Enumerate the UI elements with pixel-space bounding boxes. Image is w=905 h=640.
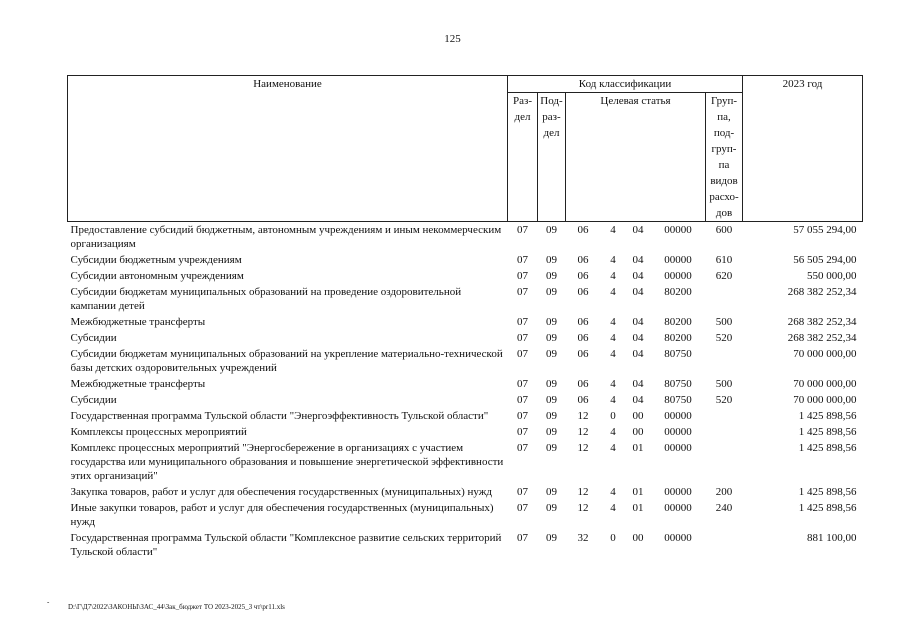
row-target-subprogram: 4 xyxy=(610,502,616,514)
row-podrazdel: 09 xyxy=(546,348,557,360)
table-row xyxy=(68,376,863,392)
row-razdel: 07 xyxy=(517,486,528,498)
row-sum-2023: 70 000 000,00 xyxy=(793,348,857,360)
row-target-event: 04 xyxy=(632,378,644,390)
row-target-event: 04 xyxy=(632,270,644,282)
row-target-event: 04 xyxy=(632,316,644,328)
row-razdel: 07 xyxy=(517,378,528,390)
row-target-program: 12 xyxy=(577,442,589,454)
row-podrazdel: 09 xyxy=(546,378,557,390)
row-target-subprogram: 4 xyxy=(610,378,616,390)
table-row xyxy=(68,284,863,314)
row-target-program: 12 xyxy=(577,502,589,514)
row-razdel: 07 xyxy=(517,426,528,438)
row-expense-group: 600 xyxy=(715,224,733,236)
row-podrazdel: 09 xyxy=(546,316,557,328)
row-name: Субсидии бюджетам муниципальных образований на проведение оздоровительной кампании детей xyxy=(70,286,462,312)
header-podrazdel: Под- раз- дел xyxy=(538,93,566,222)
row-razdel: 07 xyxy=(517,532,528,544)
row-expense-group xyxy=(706,424,743,440)
table-row xyxy=(68,408,863,424)
row-target-subprogram: 0 xyxy=(610,532,616,544)
row-target-program: 06 xyxy=(577,224,589,236)
row-podrazdel: 09 xyxy=(546,286,557,298)
row-target-direction: 80750 xyxy=(664,394,692,406)
header-group: Груп- па, под- груп- па видов расхо- дов xyxy=(706,93,743,222)
row-name: Субсидии бюджетным учреждениям xyxy=(70,254,242,266)
row-target-event: 01 xyxy=(632,486,644,498)
header-razdel: Раз- дел xyxy=(508,93,538,222)
row-target-subprogram: 0 xyxy=(610,410,616,422)
row-target-program: 06 xyxy=(577,254,589,266)
row-target-program: 06 xyxy=(577,394,589,406)
row-sum-2023: 881 100,00 xyxy=(807,532,857,544)
table-row xyxy=(68,440,863,484)
row-name: Межбюджетные трансферты xyxy=(70,316,206,328)
table-row xyxy=(68,346,863,376)
row-razdel: 07 xyxy=(517,442,528,454)
row-target-program: 06 xyxy=(577,332,589,344)
row-podrazdel: 09 xyxy=(546,502,557,514)
row-name: Иные закупки товаров, работ и услуг для обеспечения государственных (муниципальных) нужд xyxy=(70,502,494,528)
row-name: Межбюджетные трансферты xyxy=(70,378,206,390)
table-row xyxy=(68,424,863,440)
row-podrazdel: 09 xyxy=(546,442,557,454)
row-expense-group: 620 xyxy=(715,270,733,282)
row-podrazdel: 09 xyxy=(546,254,557,266)
table-row xyxy=(68,330,863,346)
row-sum-2023: 1 425 898,56 xyxy=(798,502,857,514)
row-target-program: 06 xyxy=(577,348,589,360)
row-target-event: 04 xyxy=(632,348,644,360)
row-sum-2023: 1 425 898,56 xyxy=(798,442,857,454)
row-razdel: 07 xyxy=(517,224,528,236)
row-podrazdel: 09 xyxy=(546,486,557,498)
row-name: Субсидии автономным учреждениям xyxy=(70,270,244,282)
row-target-subprogram: 4 xyxy=(610,316,616,328)
table-row xyxy=(68,314,863,330)
row-target-program: 12 xyxy=(577,410,589,422)
row-target-direction: 80750 xyxy=(664,378,692,390)
row-target-event: 01 xyxy=(632,502,644,514)
row-podrazdel: 09 xyxy=(546,270,557,282)
row-target-direction: 80200 xyxy=(664,316,692,328)
row-sum-2023: 550 000,00 xyxy=(807,270,857,282)
row-target-event: 00 xyxy=(632,532,644,544)
row-podrazdel: 09 xyxy=(546,224,557,236)
row-target-direction: 80200 xyxy=(664,286,692,298)
row-target-direction: 80750 xyxy=(664,348,692,360)
row-razdel: 07 xyxy=(517,502,528,514)
row-name: Закупка товаров, работ и услуг для обеспечения государственных (муниципальных) нужд xyxy=(70,486,492,498)
row-target-event: 00 xyxy=(632,426,644,438)
table-row xyxy=(68,222,863,253)
row-target-subprogram: 4 xyxy=(610,286,616,298)
table-row xyxy=(68,268,863,284)
row-razdel: 07 xyxy=(517,254,528,266)
row-target-event: 01 xyxy=(632,442,644,454)
row-razdel: 07 xyxy=(517,332,528,344)
row-expense-group xyxy=(706,408,743,424)
row-razdel: 07 xyxy=(517,270,528,282)
row-sum-2023: 268 382 252,34 xyxy=(787,316,857,328)
table-row xyxy=(68,252,863,268)
table-row xyxy=(68,500,863,530)
row-sum-2023: 70 000 000,00 xyxy=(793,378,857,390)
row-target-subprogram: 4 xyxy=(610,270,616,282)
row-target-program: 06 xyxy=(577,316,589,328)
row-razdel: 07 xyxy=(517,348,528,360)
row-expense-group xyxy=(706,346,743,376)
row-target-event: 00 xyxy=(632,410,644,422)
footer-file-path: D:\Г\Д7\2022\ЗАКОНЫ\ЗАС_44\Зак_бюджет ТО 2023-2025_3 чт\pr11.xls xyxy=(68,603,285,611)
row-target-subprogram: 4 xyxy=(610,332,616,344)
row-sum-2023: 1 425 898,56 xyxy=(798,486,857,498)
row-razdel: 07 xyxy=(517,410,528,422)
row-name: Предоставление субсидий бюджетным, автономным учреждениям и иным некоммерческим организациям xyxy=(70,224,502,250)
header-year: 2023 год xyxy=(743,76,863,222)
row-target-direction: 00000 xyxy=(664,426,692,438)
row-target-direction: 00000 xyxy=(664,224,692,236)
row-name: Комплексы процессных мероприятий xyxy=(70,426,247,438)
row-expense-group: 610 xyxy=(715,254,733,266)
row-podrazdel: 09 xyxy=(546,332,557,344)
row-target-event: 04 xyxy=(632,224,644,236)
table-body xyxy=(68,222,863,561)
row-sum-2023: 268 382 252,34 xyxy=(787,286,857,298)
row-expense-group: 520 xyxy=(715,394,733,406)
row-podrazdel: 09 xyxy=(546,426,557,438)
row-expense-group xyxy=(706,530,743,560)
row-expense-group: 200 xyxy=(715,486,733,498)
row-sum-2023: 1 425 898,56 xyxy=(798,410,857,422)
row-sum-2023: 1 425 898,56 xyxy=(798,426,857,438)
row-expense-group: 500 xyxy=(715,316,733,328)
row-target-event: 04 xyxy=(632,394,644,406)
row-razdel: 07 xyxy=(517,394,528,406)
row-target-event: 04 xyxy=(632,286,644,298)
row-target-subprogram: 4 xyxy=(610,486,616,498)
footer-dash: - xyxy=(47,598,50,606)
row-target-direction: 00000 xyxy=(664,442,692,454)
row-name: Государственная программа Тульской области "Энергоэффективность Тульской области" xyxy=(70,410,489,422)
row-target-program: 12 xyxy=(577,426,589,438)
table-header xyxy=(68,76,863,222)
row-target-direction: 00000 xyxy=(664,410,692,422)
row-target-direction: 00000 xyxy=(664,532,692,544)
row-expense-group: 240 xyxy=(715,502,733,514)
row-name: Государственная программа Тульской области "Комплексное развитие сельских территорий Тульской области" xyxy=(70,532,502,558)
row-expense-group: 520 xyxy=(715,332,733,344)
row-name: Субсидии xyxy=(70,332,117,344)
budget-table xyxy=(67,75,863,560)
row-expense-group: 500 xyxy=(715,378,733,390)
row-target-subprogram: 4 xyxy=(610,254,616,266)
row-target-subprogram: 4 xyxy=(610,442,616,454)
row-target-direction: 00000 xyxy=(664,270,692,282)
row-target-program: 06 xyxy=(577,378,589,390)
header-code-classification: Код классификации xyxy=(508,76,743,93)
row-target-event: 04 xyxy=(632,332,644,344)
table-row xyxy=(68,530,863,560)
row-target-subprogram: 4 xyxy=(610,394,616,406)
header-target: Целевая статья xyxy=(566,93,706,222)
table-row xyxy=(68,484,863,500)
row-name: Субсидии бюджетам муниципальных образований на укрепление материально-технической базы детских оздоровительных учреждений xyxy=(70,348,503,374)
row-sum-2023: 268 382 252,34 xyxy=(787,332,857,344)
row-name: Субсидии xyxy=(70,394,117,406)
row-target-direction: 00000 xyxy=(664,502,692,514)
row-target-subprogram: 4 xyxy=(610,348,616,360)
page-number: 125 xyxy=(444,33,461,45)
row-expense-group xyxy=(706,284,743,314)
row-target-direction: 00000 xyxy=(664,254,692,266)
row-target-program: 06 xyxy=(577,270,589,282)
table-row xyxy=(68,392,863,408)
row-target-direction: 80200 xyxy=(664,332,692,344)
row-expense-group xyxy=(706,440,743,484)
row-target-program: 06 xyxy=(577,286,589,298)
row-podrazdel: 09 xyxy=(546,532,557,544)
row-target-event: 04 xyxy=(632,254,644,266)
row-sum-2023: 70 000 000,00 xyxy=(793,394,857,406)
row-target-program: 32 xyxy=(577,532,589,544)
header-name: Наименование xyxy=(68,76,508,222)
row-sum-2023: 57 055 294,00 xyxy=(793,224,857,236)
row-sum-2023: 56 505 294,00 xyxy=(793,254,857,266)
row-target-direction: 00000 xyxy=(664,486,692,498)
row-podrazdel: 09 xyxy=(546,410,557,422)
row-target-subprogram: 4 xyxy=(610,224,616,236)
row-target-program: 12 xyxy=(577,486,589,498)
row-target-subprogram: 4 xyxy=(610,426,616,438)
row-podrazdel: 09 xyxy=(546,394,557,406)
row-razdel: 07 xyxy=(517,316,528,328)
row-razdel: 07 xyxy=(517,286,528,298)
row-name: Комплекс процессных мероприятий "Энергосбережение в организациях с участием государства или муниципального образования и повышение энергетической эффективности этих организаций" xyxy=(70,442,504,482)
